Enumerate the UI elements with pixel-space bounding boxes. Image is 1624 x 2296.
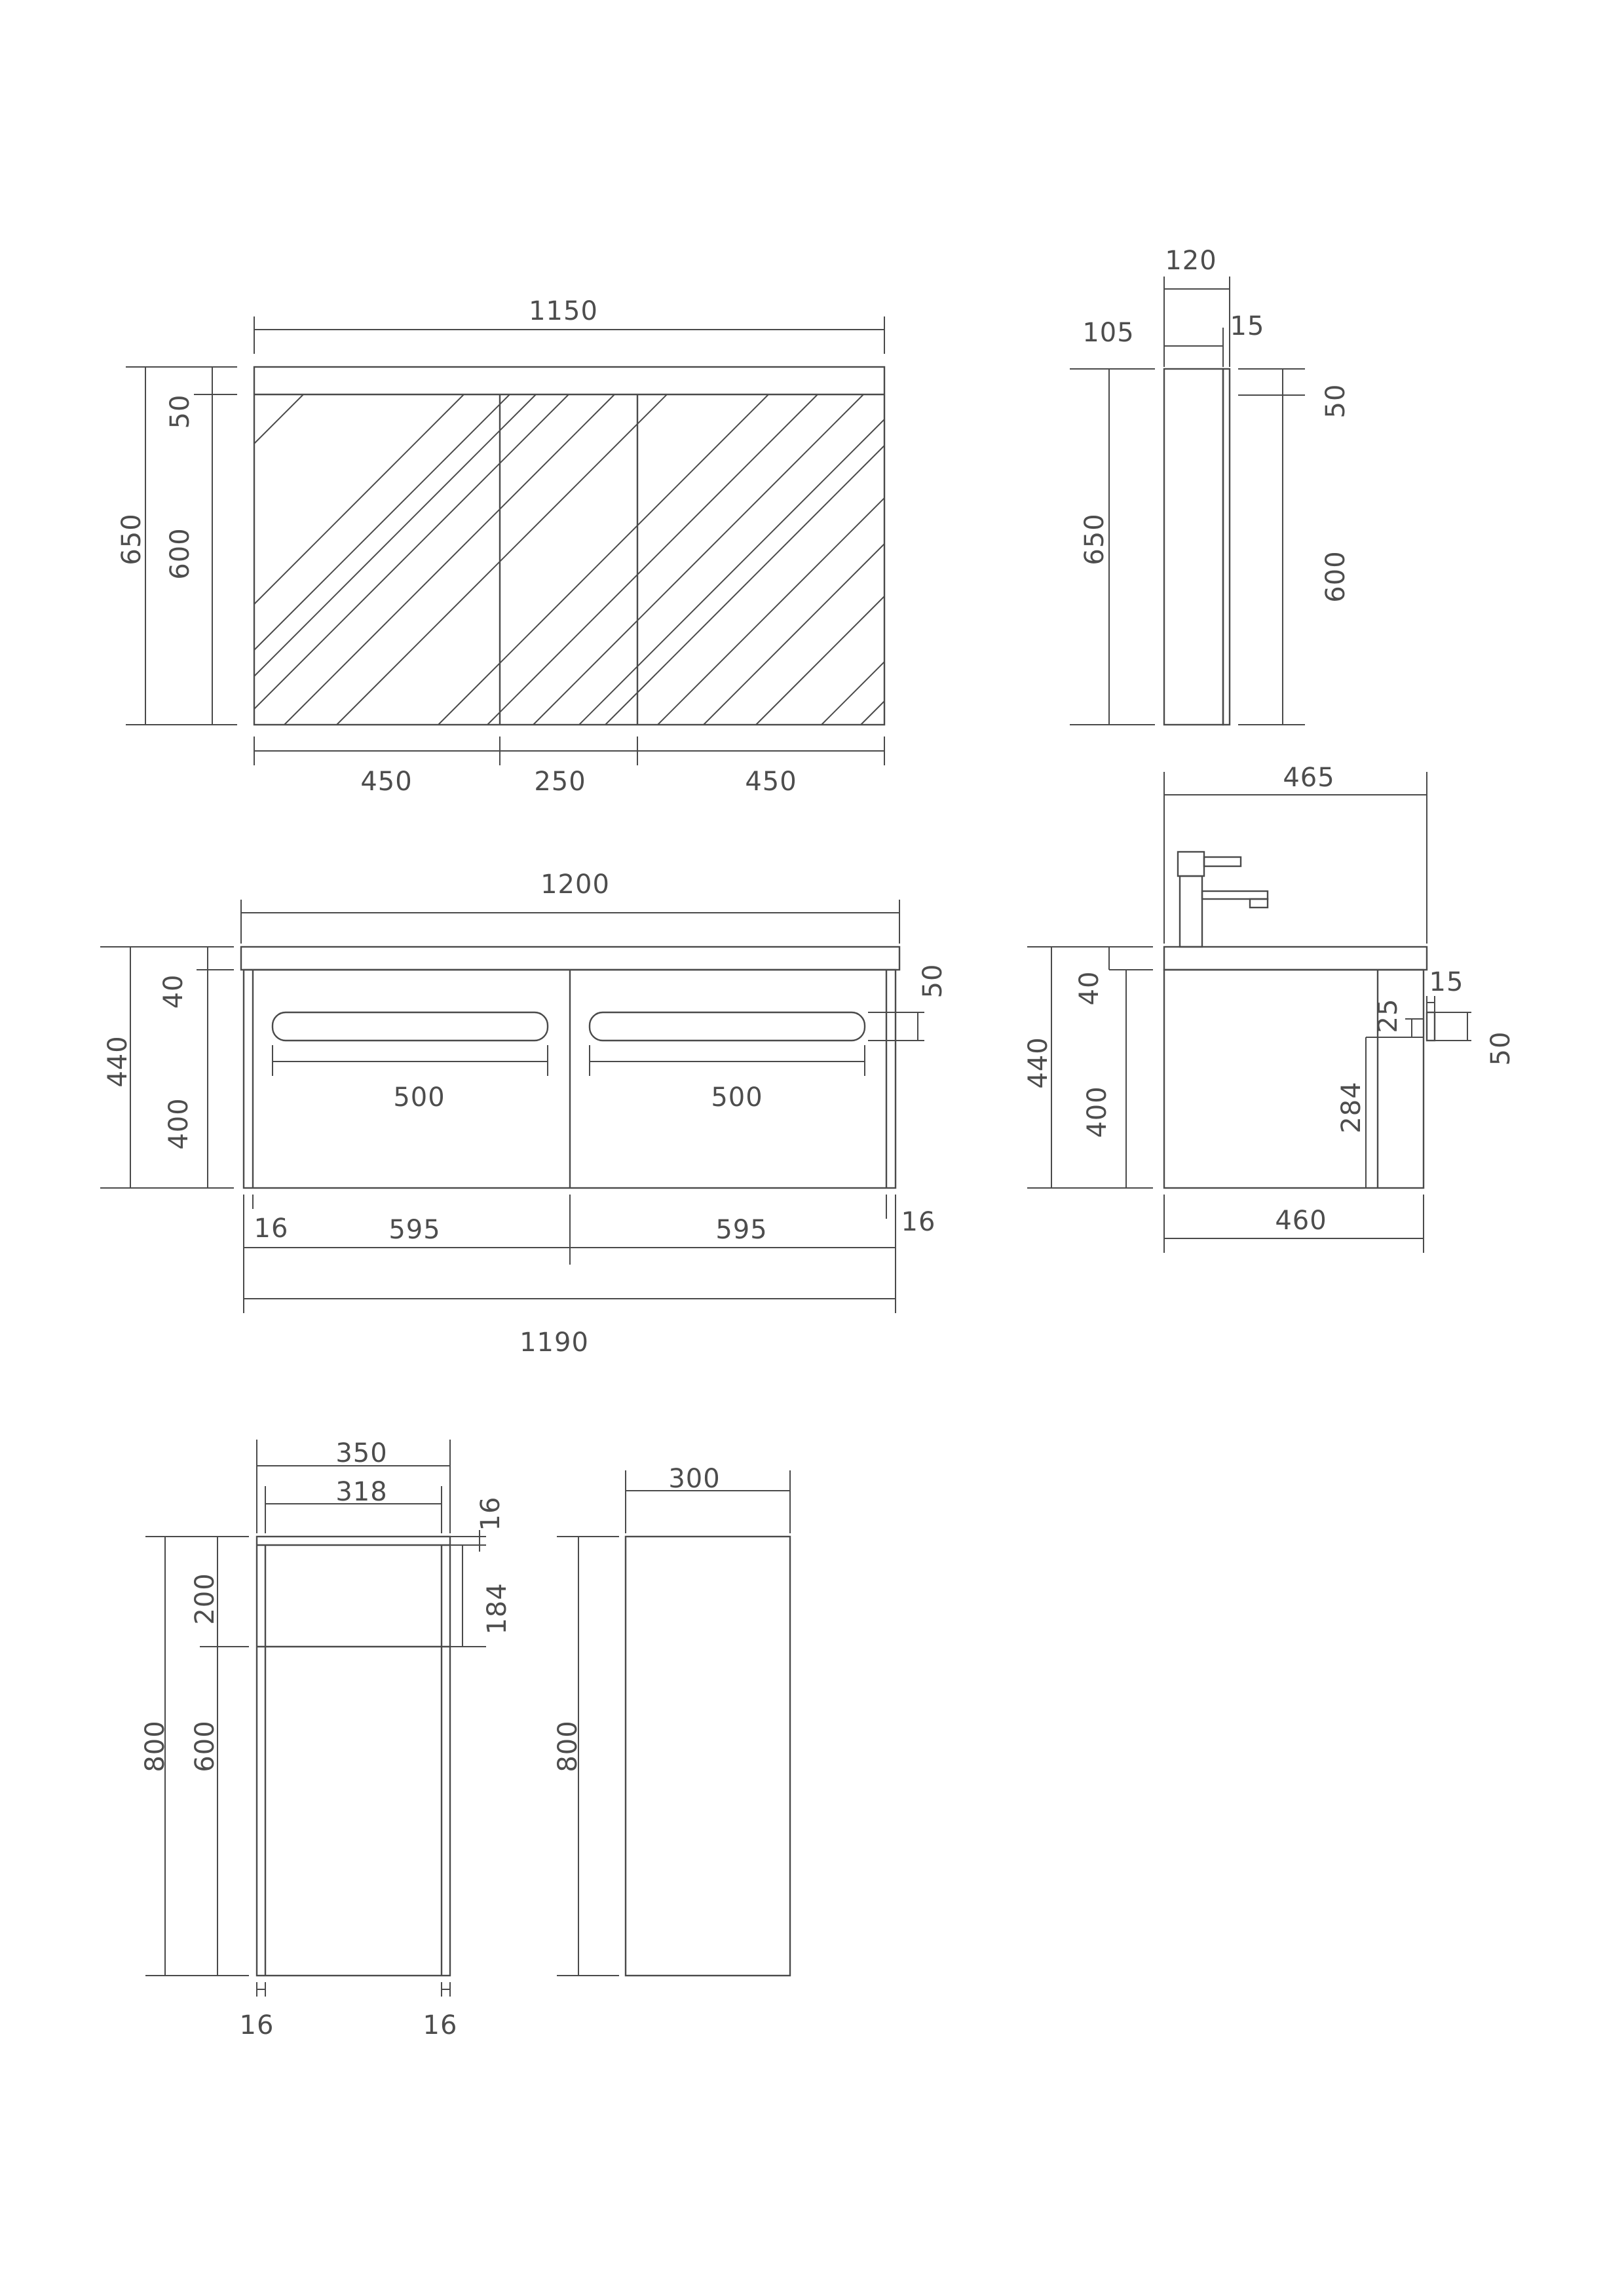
dim-label-handle-height: 50 <box>918 963 948 999</box>
vanity-side-top <box>1164 947 1427 970</box>
tall-cabinet-outline <box>257 1537 450 1976</box>
glass-hatch-line <box>487 394 818 725</box>
dim-label-vanity-top-thickness: 40 <box>159 974 189 1009</box>
dim-label-drawer-right: 595 <box>715 1215 768 1245</box>
dim-label-door-center: 250 <box>534 767 586 797</box>
faucet-head <box>1178 852 1204 876</box>
faucet-body <box>1180 876 1202 947</box>
dim-label-panel-left: 16 <box>254 1214 289 1244</box>
dim-label-side-top-band: 50 <box>1321 383 1351 419</box>
dim-label-mirror-top-band: 50 <box>165 394 195 429</box>
dim-label-vanity-body-height: 400 <box>164 1098 194 1150</box>
dim-label-side-door: 15 <box>1230 311 1265 341</box>
dim-label-door-left: 450 <box>360 767 413 797</box>
dim-label-lower-height: 600 <box>190 1720 220 1772</box>
faucet-spout <box>1202 891 1268 899</box>
dim-label-top-depth: 465 <box>1283 763 1335 793</box>
dim-label-side-body-height: 400 <box>1082 1086 1112 1138</box>
glass-hatch-line <box>438 394 768 725</box>
dim-label-side-body: 105 <box>1082 318 1135 348</box>
dim-label-side-height: 650 <box>1080 513 1110 565</box>
dim-label-door-right: 450 <box>745 767 797 797</box>
glass-hatch-line <box>861 701 884 725</box>
vanity-handle-right <box>590 1012 865 1041</box>
glass-hatch-line <box>254 394 303 444</box>
mirror-cabinet-front-view <box>117 296 884 797</box>
glass-hatch-line <box>284 394 614 725</box>
vanity-side-handle <box>1427 1012 1435 1041</box>
glass-hatch-line <box>821 662 884 725</box>
dim-label-body-depth: 460 <box>1275 1206 1327 1236</box>
mirror-side-door <box>1223 369 1230 725</box>
vanity-side-view <box>1023 763 1516 1253</box>
mirror-glass-hatching <box>254 394 884 725</box>
dim-label-mirror-width: 1150 <box>529 296 598 326</box>
dim-label-side-left: 16 <box>239 2010 274 2040</box>
faucet-lever <box>1204 857 1241 866</box>
glass-hatch-line <box>254 394 464 604</box>
dim-label-top-panel: 16 <box>476 1496 506 1531</box>
dim-label-side-handle-height: 50 <box>1486 1031 1516 1066</box>
glass-hatch-line <box>579 419 884 725</box>
dim-label-tall-depth: 300 <box>668 1464 721 1494</box>
dim-label-mirror-height: 650 <box>117 513 147 565</box>
glass-hatch-line <box>337 394 667 725</box>
vanity-top <box>241 947 899 970</box>
dim-label-drawer-left: 595 <box>388 1215 441 1245</box>
dim-label-handle-projection: 15 <box>1429 967 1464 997</box>
glass-hatch-line <box>254 394 569 709</box>
dim-label-outer-width: 350 <box>335 1438 388 1468</box>
dim-label-side-overall-height: 440 <box>1023 1037 1053 1089</box>
dim-label-panel-right: 16 <box>901 1207 936 1237</box>
vanity-handle-left <box>273 1012 548 1041</box>
dim-label-handle-offset: 25 <box>1373 998 1403 1033</box>
glass-hatch-line <box>254 394 510 650</box>
dim-label-vanity-height: 440 <box>103 1035 133 1088</box>
faucet-aerator <box>1250 899 1268 908</box>
vanity-front-view <box>100 870 948 1358</box>
glass-hatch-line <box>756 596 884 725</box>
dim-label-shelf-height: 200 <box>190 1573 220 1625</box>
dim-label-side-top-thickness: 40 <box>1074 970 1105 1006</box>
dim-label-side-depth: 120 <box>1165 246 1217 276</box>
dim-label-mirror-glass: 600 <box>165 527 195 580</box>
glass-hatch-line <box>533 394 863 725</box>
glass-hatch-line <box>254 394 536 676</box>
tall-side-outline <box>626 1537 790 1976</box>
dim-label-side-glass: 600 <box>1321 550 1351 603</box>
dim-label-handle-drop: 284 <box>1336 1081 1367 1134</box>
mirror-side-body <box>1164 369 1223 725</box>
dim-label-handle-left: 500 <box>393 1082 445 1113</box>
tall-cabinet-front-view <box>140 1438 512 2040</box>
mirror-cabinet-side-view <box>1070 246 1351 725</box>
dim-label-tall-height: 800 <box>140 1720 170 1772</box>
dim-label-side-right: 16 <box>423 2010 458 2040</box>
dim-label-handle-right: 500 <box>711 1082 763 1113</box>
dim-label-inner-width: 318 <box>335 1477 388 1507</box>
dim-label-tall-side-height: 800 <box>553 1720 583 1772</box>
dim-label-body-width: 1190 <box>519 1328 589 1358</box>
glass-hatch-line <box>704 544 884 725</box>
mirror-cabinet-outline <box>254 367 884 725</box>
dim-label-top-width: 1200 <box>540 870 610 900</box>
tall-cabinet-side-view <box>553 1464 790 1976</box>
dim-label-shelf-inner: 184 <box>482 1582 512 1635</box>
